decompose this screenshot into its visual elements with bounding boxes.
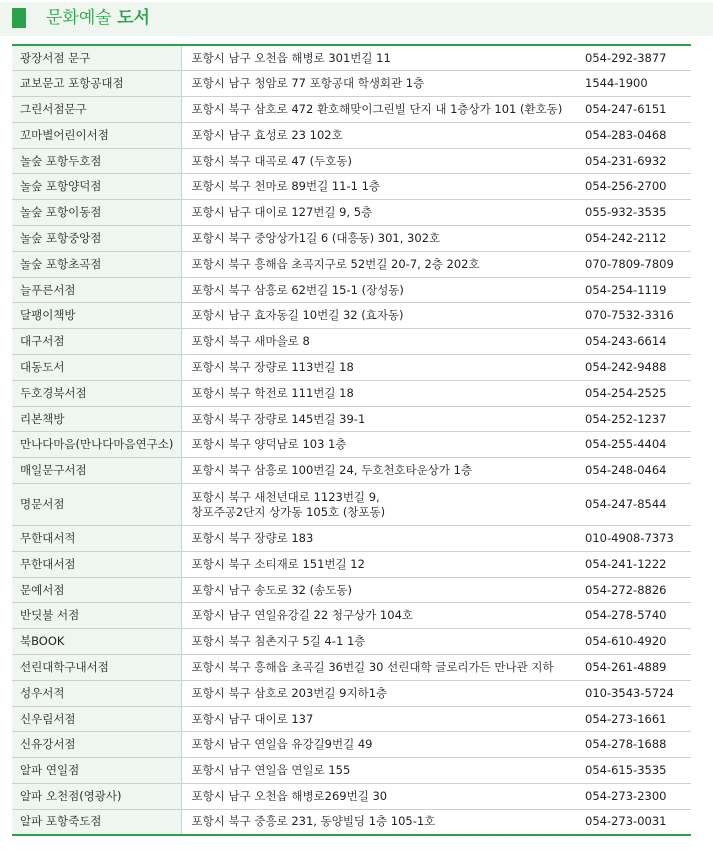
address-line: 포항시 남구 연일읍 유강길9번길 49 [191, 737, 373, 752]
bookstore-address [181, 122, 579, 148]
address-line: 포항시 북구 장량로 145번길 39-1 [191, 411, 366, 426]
bookstore-name: 알파 오천점(영광사) [12, 784, 181, 810]
table-row [12, 45, 691, 71]
bookstore-phone: 054-278-5740 [579, 603, 691, 629]
table-row [12, 303, 691, 329]
address-line: 포항시 북구 중흥로 231, 동양빌딩 1층 105-1호 [191, 814, 436, 829]
bookstore-name: 놀숲 포항이동점 [12, 200, 181, 226]
bookstore-name: 성우서적 [12, 680, 181, 706]
table-row [12, 174, 691, 200]
table-row [12, 148, 691, 174]
table-row [12, 784, 691, 810]
table-row [12, 655, 691, 681]
bookstore-name: 놀숲 포항양덕점 [12, 174, 181, 200]
section-header [0, 2, 713, 36]
address-line: 포항시 남구 효성로 23 102호 [191, 127, 343, 142]
bookstore-name: 리본책방 [12, 406, 181, 432]
bookstore-phone: 054-247-8544 [579, 484, 691, 526]
address-line: 포항시 북구 중앙상가1길 6 (대흥동) 301, 302호 [191, 230, 441, 245]
bookstore-table-body [12, 45, 691, 835]
table-row [12, 809, 691, 835]
bookstore-phone: 054-273-2300 [579, 784, 691, 810]
table-row [12, 122, 691, 148]
bookstore-address [181, 484, 579, 526]
bookstore-name: 선린대학구내서점 [12, 655, 181, 681]
bookstore-phone: 054-273-0031 [579, 809, 691, 835]
bookstore-name: 무한대서점 [12, 551, 181, 577]
address-line: 포항시 남구 송도로 32 (송도동) [191, 582, 352, 597]
bookstore-phone: 054-273-1661 [579, 706, 691, 732]
section-title-topic: 도서 [117, 8, 150, 28]
address-line: 포항시 북구 새마을로 8 [191, 334, 310, 349]
bookstore-address [181, 200, 579, 226]
table-row [12, 484, 691, 526]
bookstore-phone: 054-242-9488 [579, 355, 691, 381]
bookstore-name: 신우림서점 [12, 706, 181, 732]
bookstore-name: 늘푸른서점 [12, 277, 181, 303]
bookstore-address [181, 758, 579, 784]
address-line: 포항시 북구 새천년대로 1123번길 9, [191, 489, 380, 504]
bookstore-phone: 054-272-8826 [579, 577, 691, 603]
table-row [12, 551, 691, 577]
bookstore-name: 알파 연일점 [12, 758, 181, 784]
address-line: 창포주공2단지 상가동 105호 (창포동) [191, 504, 386, 519]
bookstore-address [181, 380, 579, 406]
table-row [12, 758, 691, 784]
address-line: 포항시 북구 삼호로 203번길 9지하1층 [191, 685, 388, 700]
table-row [12, 329, 691, 355]
header-accent-bar [12, 8, 26, 28]
bookstore-address [181, 551, 579, 577]
bookstore-phone: 070-7532-3316 [579, 303, 691, 329]
bookstore-address [181, 732, 579, 758]
address-line: 포항시 남구 효자동길 10번길 32 (효자동) [191, 308, 404, 323]
section-title-category: 문화예술 [46, 8, 112, 28]
bookstore-address [181, 148, 579, 174]
table-row [12, 355, 691, 381]
table-row [12, 432, 691, 458]
bookstore-address [181, 277, 579, 303]
bookstore-name: 두호경북서점 [12, 380, 181, 406]
bookstore-phone: 1544-1900 [579, 71, 691, 97]
address-line: 포항시 북구 소티재로 151번길 12 [191, 556, 365, 571]
bookstore-name: 대구서점 [12, 329, 181, 355]
address-line: 포항시 북구 삼호로 472 환호해맞이그린빌 단지 내 1층상가 101 (환호동) [191, 101, 563, 116]
bookstore-phone: 054-242-2112 [579, 226, 691, 252]
table-row [12, 526, 691, 552]
bookstore-name: 명문서점 [12, 484, 181, 526]
bookstore-name: 광장서점 문구 [12, 45, 181, 71]
table-row [12, 577, 691, 603]
address-line: 포항시 북구 흥해읍 초곡길 36번길 30 선린대학 글로리가든 만나관 지하 [191, 659, 554, 674]
table-row [12, 680, 691, 706]
bookstore-address [181, 71, 579, 97]
bookstore-name: 놀숲 포항초곡점 [12, 251, 181, 277]
address-line: 포항시 북구 천마로 89번길 11-1 1층 [191, 179, 381, 194]
address-line: 포항시 북구 장량로 113번길 18 [191, 359, 354, 374]
table-row [12, 200, 691, 226]
table-row [12, 97, 691, 123]
bookstore-table-wrapper [12, 44, 691, 836]
bookstore-phone: 010-3543-5724 [579, 680, 691, 706]
bookstore-phone: 054-248-0464 [579, 458, 691, 484]
bookstore-address [181, 784, 579, 810]
address-line: 포항시 북구 장량로 183 [191, 530, 314, 545]
bookstore-address [181, 45, 579, 71]
address-line: 포항시 북구 흥해읍 초곡지구로 52번길 20-7, 2층 202호 [191, 256, 480, 271]
bookstore-phone: 054-292-3877 [579, 45, 691, 71]
bookstore-name: 매일문구서점 [12, 458, 181, 484]
bookstore-address [181, 355, 579, 381]
bookstore-phone: 054-278-1688 [579, 732, 691, 758]
table-row [12, 277, 691, 303]
table-row [12, 732, 691, 758]
bookstore-address [181, 303, 579, 329]
address-line: 포항시 북구 삼흥로 62번길 15-1 (장성동) [191, 282, 404, 297]
bookstore-phone: 054-256-2700 [579, 174, 691, 200]
bookstore-address [181, 706, 579, 732]
bookstore-address [181, 226, 579, 252]
bookstore-name: 대동도서 [12, 355, 181, 381]
bookstore-address [181, 251, 579, 277]
bookstore-name: 달팽이책방 [12, 303, 181, 329]
bookstore-table [12, 44, 691, 836]
bookstore-phone: 055-932-3535 [579, 200, 691, 226]
bookstore-address [181, 680, 579, 706]
bookstore-name: 반딧불 서점 [12, 603, 181, 629]
bookstore-phone: 054-252-1237 [579, 406, 691, 432]
table-row [12, 458, 691, 484]
bookstore-name: 북BOOK [12, 629, 181, 655]
bookstore-phone: 054-610-4920 [579, 629, 691, 655]
table-row [12, 226, 691, 252]
bookstore-phone: 054-243-6614 [579, 329, 691, 355]
address-line: 포항시 북구 대곡로 47 (두호동) [191, 153, 352, 168]
bookstore-address [181, 809, 579, 835]
bookstore-name: 놀숲 포항두호점 [12, 148, 181, 174]
bookstore-phone: 054-283-0468 [579, 122, 691, 148]
address-line: 포항시 남구 청암로 77 포항공대 학생회관 1층 [191, 76, 425, 91]
bookstore-name: 그린서점문구 [12, 97, 181, 123]
table-row [12, 71, 691, 97]
bookstore-phone: 054-615-3535 [579, 758, 691, 784]
bookstore-address [181, 458, 579, 484]
bookstore-name: 무한대서적 [12, 526, 181, 552]
bookstore-address [181, 174, 579, 200]
bookstore-address [181, 97, 579, 123]
bookstore-phone: 054-231-6932 [579, 148, 691, 174]
address-line: 포항시 북구 침촌지구 5길 4-1 1층 [191, 634, 366, 649]
bookstore-name: 문예서점 [12, 577, 181, 603]
bookstore-name: 신유강서점 [12, 732, 181, 758]
table-row [12, 603, 691, 629]
bookstore-name: 놀숲 포항중앙점 [12, 226, 181, 252]
section-title [46, 6, 150, 30]
bookstore-phone: 054-247-6151 [579, 97, 691, 123]
bookstore-address [181, 577, 579, 603]
address-line: 포항시 북구 양덕남로 103 1층 [191, 437, 347, 452]
address-line: 포항시 북구 학전로 111번길 18 [191, 385, 354, 400]
table-row [12, 629, 691, 655]
bookstore-address [181, 603, 579, 629]
bookstore-address [181, 432, 579, 458]
bookstore-address [181, 406, 579, 432]
bookstore-name: 만나다마음(만나다마음연구소) [12, 432, 181, 458]
table-row [12, 251, 691, 277]
address-line: 포항시 남구 오천읍 해병로269번길 30 [191, 788, 388, 803]
address-line: 포항시 남구 연일유강길 22 청구상가 104호 [191, 608, 413, 623]
bookstore-address [181, 629, 579, 655]
table-row [12, 706, 691, 732]
bookstore-address [181, 526, 579, 552]
bookstore-address [181, 329, 579, 355]
bookstore-phone: 054-255-4404 [579, 432, 691, 458]
address-line: 포항시 남구 대이로 137 [191, 711, 314, 726]
bookstore-phone: 054-261-4889 [579, 655, 691, 681]
address-line: 포항시 남구 연일읍 연일로 155 [191, 763, 351, 778]
bookstore-phone: 054-241-1222 [579, 551, 691, 577]
address-line: 포항시 남구 대이로 127번길 9, 5층 [191, 205, 373, 220]
bookstore-name: 꼬마별어린이서점 [12, 122, 181, 148]
bookstore-address [181, 655, 579, 681]
table-row [12, 406, 691, 432]
table-row [12, 380, 691, 406]
bookstore-phone: 054-254-2525 [579, 380, 691, 406]
bookstore-name: 교보문고 포항공대점 [12, 71, 181, 97]
bookstore-phone: 054-254-1119 [579, 277, 691, 303]
address-line: 포항시 북구 삼흥로 100번길 24, 두호천호타운상가 1층 [191, 463, 473, 478]
bookstore-name: 알파 포항죽도점 [12, 809, 181, 835]
address-line: 포항시 남구 오천읍 해병로 301번길 11 [191, 50, 391, 65]
bookstore-phone: 010-4908-7373 [579, 526, 691, 552]
bookstore-phone: 070-7809-7809 [579, 251, 691, 277]
